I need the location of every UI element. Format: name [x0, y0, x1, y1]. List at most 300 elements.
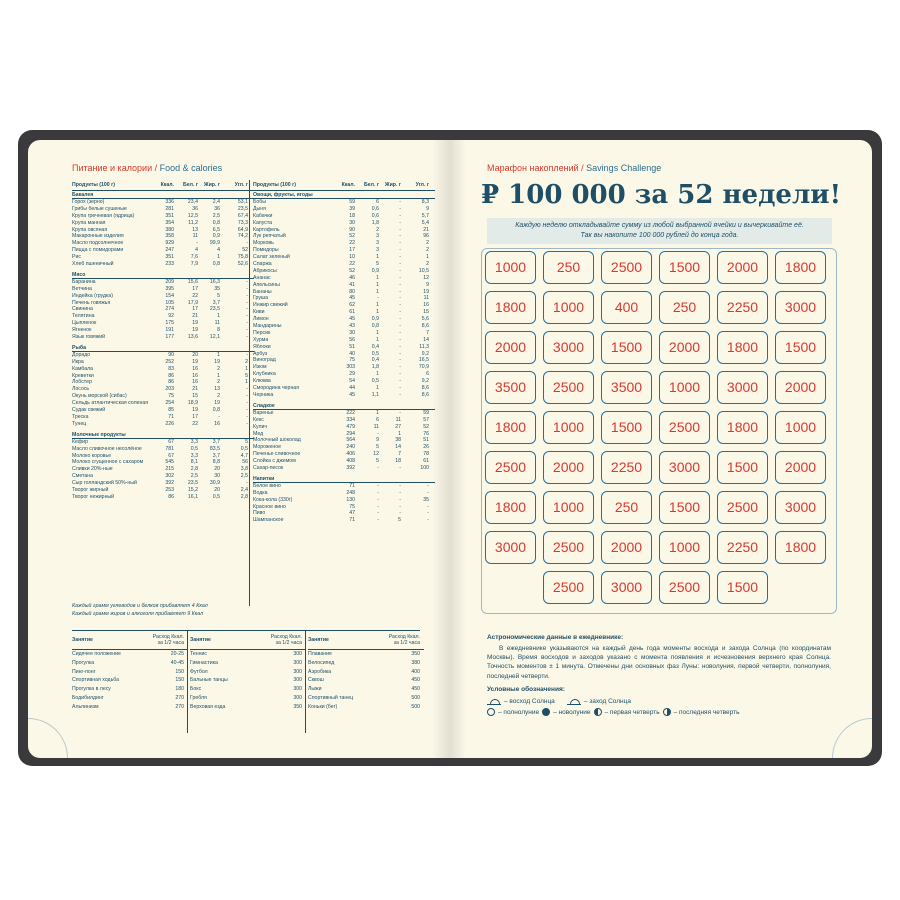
- food-cell: Мороженое: [253, 444, 281, 451]
- food-cell: 15,2: [187, 486, 198, 493]
- food-cell: 1: [376, 254, 379, 261]
- activities-column: [308, 631, 424, 712]
- food-cell: 26: [423, 444, 429, 451]
- food-cell: Пицца с помидорами: [72, 247, 124, 254]
- food-cell: 20: [214, 486, 220, 493]
- food-cell: 1,8: [371, 219, 379, 226]
- savings-cell[interactable]: 2500: [543, 571, 594, 604]
- food-cell: 1: [245, 379, 248, 386]
- activity-row: [72, 668, 188, 677]
- savings-cell[interactable]: 1800: [485, 411, 536, 444]
- savings-cell[interactable]: 250: [601, 491, 652, 524]
- food-row: [253, 458, 435, 465]
- activity-name: Теннис: [190, 651, 207, 657]
- savings-cell[interactable]: 3000: [485, 531, 536, 564]
- savings-cell[interactable]: 1500: [775, 331, 826, 364]
- food-cell: -: [399, 261, 401, 268]
- food-cell: Телятина: [72, 313, 95, 320]
- food-cell: 16: [192, 365, 198, 372]
- food-row: [72, 254, 254, 261]
- food-cell: 2,4: [240, 486, 248, 493]
- food-group-title: Молочные продукты: [72, 432, 254, 439]
- food-row: [72, 286, 254, 293]
- food-cell: 59: [423, 409, 429, 416]
- savings-cell[interactable]: 1000: [775, 411, 826, 444]
- food-cell: -: [246, 351, 248, 358]
- food-row: [253, 424, 435, 431]
- food-cell: 380: [165, 226, 174, 233]
- food-cell: 92: [168, 313, 174, 320]
- savings-cell[interactable]: 3500: [601, 371, 652, 404]
- food-cell: -: [399, 385, 401, 392]
- food-cell: 10: [349, 254, 355, 261]
- food-cell: 9: [426, 281, 429, 288]
- food-cell: 47: [349, 510, 355, 517]
- activity-row: [190, 650, 306, 659]
- legend-moon-row: [487, 708, 740, 716]
- food-row: [72, 373, 254, 380]
- food-title-en: Food & calories: [157, 163, 223, 173]
- activity-name: Спортивный танец: [308, 694, 354, 701]
- savings-cell[interactable]: 250: [543, 251, 594, 284]
- food-cell: 83: [168, 365, 174, 372]
- activity-kcal: 40-45: [170, 659, 184, 666]
- food-cell: 17: [192, 285, 198, 292]
- food-group-title: Овощи, фрукты, ягоды: [253, 192, 435, 199]
- activities-column: [190, 631, 306, 712]
- food-cell: -: [427, 482, 429, 489]
- food-cell: Язык говяжий: [72, 334, 105, 341]
- food-cell: -: [399, 464, 401, 471]
- food-row: [253, 295, 435, 302]
- food-row: [72, 386, 254, 393]
- savings-cell[interactable]: 1500: [717, 451, 768, 484]
- food-row: [72, 459, 254, 466]
- food-cell: 20: [214, 466, 220, 473]
- savings-cell[interactable]: 2000: [775, 371, 826, 404]
- food-cell: Дорадо: [72, 351, 91, 358]
- savings-cell[interactable]: 2500: [485, 451, 536, 484]
- food-cell: 209: [165, 278, 174, 285]
- food-row: [253, 371, 435, 378]
- food-cell: 395: [165, 285, 174, 292]
- food-cell: 8,3: [421, 199, 429, 205]
- food-cell: -: [377, 503, 379, 510]
- food-group-title: Бакалея: [72, 192, 254, 199]
- food-cell: -: [399, 205, 401, 212]
- food-cell: -: [399, 309, 401, 316]
- savings-headline: ₽ 100 000 за 52 недели!: [481, 180, 841, 210]
- savings-cell[interactable]: 3000: [601, 571, 652, 604]
- food-cell: 16,1: [187, 493, 198, 500]
- food-cell: 0,9: [371, 316, 379, 323]
- food-row: [253, 385, 435, 392]
- savings-cell[interactable]: 1800: [775, 251, 826, 284]
- food-cell: 19: [423, 288, 429, 295]
- savings-cell[interactable]: 2250: [717, 291, 768, 324]
- food-cell: Крупа овсяная: [72, 226, 108, 233]
- food-cell: 11: [214, 320, 220, 327]
- legend-full-moon: – полнолуние: [498, 708, 540, 716]
- food-cell: -: [377, 482, 379, 489]
- food-cell: 7,6: [190, 254, 198, 261]
- food-cell: 57: [423, 416, 429, 423]
- activity-row: [308, 685, 424, 694]
- savings-cell[interactable]: 3000: [659, 451, 710, 484]
- food-cell: 2: [217, 365, 220, 372]
- savings-cell[interactable]: 2250: [601, 451, 652, 484]
- legend-last-quarter: – последняя четверть: [673, 708, 740, 716]
- activity-name: Коньки (бег): [308, 703, 338, 710]
- food-cell: 11: [423, 295, 429, 302]
- savings-cell[interactable]: 2000: [717, 251, 768, 284]
- food-row: [253, 444, 435, 451]
- savings-cell[interactable]: 2000: [543, 451, 594, 484]
- instructions-line: Так вы накопите 100 000 рублей до конца года.: [580, 232, 739, 239]
- food-cell: Крупа гречневая (ядрица): [72, 212, 135, 219]
- column-header: Жир. г: [384, 181, 401, 188]
- food-cell: -: [399, 199, 401, 205]
- food-cell: Молоко коровье: [72, 452, 112, 459]
- food-cell: Камбала: [72, 365, 94, 372]
- savings-cell[interactable]: 400: [601, 291, 652, 324]
- savings-cell[interactable]: 2500: [543, 531, 594, 564]
- corner-decoration: [28, 718, 68, 758]
- column-header: Угл. г: [234, 181, 248, 188]
- savings-cell[interactable]: 250: [659, 291, 710, 324]
- food-group-title: Сладкое: [253, 403, 435, 410]
- food-cell: 19: [192, 320, 198, 327]
- food-cell: 16: [214, 420, 220, 427]
- food-cell: Помидоры: [253, 247, 279, 254]
- savings-cell[interactable]: 1800: [485, 291, 536, 324]
- food-cell: 15: [192, 393, 198, 400]
- activity-row: [308, 668, 424, 677]
- food-cell: Лобстер: [72, 379, 92, 386]
- food-row: [253, 364, 435, 371]
- food-row: [253, 410, 435, 417]
- food-cell: Персик: [253, 329, 271, 336]
- food-row: [253, 490, 435, 497]
- column-header: Жир. г: [203, 181, 220, 188]
- food-row: [253, 451, 435, 458]
- savings-cell[interactable]: 1500: [717, 571, 768, 604]
- savings-cell[interactable]: 1800: [717, 331, 768, 364]
- food-cell: Печень говяжья: [72, 299, 111, 306]
- food-cell: -: [399, 357, 401, 364]
- instructions-line: Каждую неделю откладывайте сумму из любой выбранной ячейки и вычеркивайте её.: [515, 222, 804, 229]
- food-cell: 18: [349, 212, 355, 219]
- savings-cell[interactable]: 1000: [543, 291, 594, 324]
- food-cell: 2,5: [190, 473, 198, 480]
- food-cell: Грибы белые сушеные: [72, 205, 127, 212]
- activities-header: [308, 631, 424, 650]
- food-cell: 19: [214, 400, 220, 407]
- food-cell: 22: [349, 261, 355, 268]
- savings-cell[interactable]: 2000: [485, 331, 536, 364]
- food-row: [72, 421, 254, 428]
- food-row: [72, 261, 254, 268]
- food-cell: Рис: [72, 254, 81, 261]
- activity-kcal: 270: [175, 703, 184, 710]
- activity-name: Гимнастика: [190, 659, 218, 666]
- savings-cell[interactable]: 1000: [659, 531, 710, 564]
- food-cell: 0,5: [190, 445, 198, 452]
- food-cell: Печенье сливочное: [253, 451, 301, 458]
- activity-header-kcal: Расход Ккал. за 1/2 часа: [388, 634, 420, 646]
- food-cell: 80: [349, 288, 355, 295]
- savings-cell[interactable]: 2000: [659, 331, 710, 364]
- first-quarter-icon: [594, 708, 602, 716]
- savings-cell[interactable]: 2500: [659, 571, 710, 604]
- savings-cell[interactable]: 1000: [543, 491, 594, 524]
- food-cell: 11,3: [419, 343, 429, 350]
- food-cell: 1: [217, 254, 220, 261]
- food-cell: 23,4: [187, 199, 198, 205]
- food-cell: 70,9: [418, 364, 429, 371]
- activity-row: [72, 659, 188, 668]
- food-cell: 67: [168, 452, 174, 459]
- food-cell: 3,3: [190, 438, 198, 445]
- food-cell: 23,5: [209, 306, 220, 313]
- activity-kcal: 300: [293, 651, 302, 657]
- food-row: [72, 233, 254, 240]
- food-cell: 2: [426, 240, 429, 247]
- food-cell: 1: [376, 302, 379, 309]
- savings-cell[interactable]: 1000: [543, 411, 594, 444]
- food-cell: 12: [373, 451, 379, 458]
- savings-cell[interactable]: 3500: [485, 371, 536, 404]
- food-cell: 5: [398, 517, 401, 524]
- food-cell: 5: [376, 444, 379, 451]
- food-cell: Баранина: [72, 278, 96, 285]
- food-row: [253, 357, 435, 364]
- food-cell: Смородина черная: [253, 385, 300, 392]
- food-cell: -: [399, 336, 401, 343]
- food-cell: 215: [165, 466, 174, 473]
- activity-kcal: 450: [411, 677, 420, 684]
- food-cell: 85: [168, 407, 174, 414]
- food-cell: 19: [214, 358, 220, 365]
- food-cell: Кока-кола (330г): [253, 496, 293, 503]
- food-cell: 203: [165, 386, 174, 393]
- food-cell: -: [427, 503, 429, 510]
- savings-cell[interactable]: 3000: [543, 331, 594, 364]
- food-cell: Творог нежирный: [72, 493, 115, 500]
- food-cell: 0,5: [371, 378, 379, 385]
- food-cell: -: [399, 409, 401, 416]
- food-row: [253, 465, 435, 472]
- food-cell: 929: [165, 240, 174, 247]
- savings-cell[interactable]: 1500: [601, 411, 652, 444]
- food-cell: Сметана: [72, 473, 93, 480]
- food-cell: 20: [192, 351, 198, 358]
- activity-header-name: Занятие: [308, 636, 329, 643]
- food-cell: 2: [426, 247, 429, 254]
- food-cell: 4,7: [240, 452, 248, 459]
- savings-cell[interactable]: 1000: [659, 371, 710, 404]
- food-row: [72, 453, 254, 460]
- food-row: [72, 213, 254, 220]
- food-row: [253, 517, 435, 524]
- savings-cell[interactable]: 3000: [775, 291, 826, 324]
- food-cell: 1: [376, 371, 379, 378]
- food-cell: -: [246, 306, 248, 313]
- activity-kcal: 350: [411, 651, 420, 657]
- activity-name: Бокс: [190, 686, 202, 693]
- food-cell: -: [399, 510, 401, 517]
- astro-title: Астрономические данные в ежедневнике:: [487, 634, 624, 641]
- activity-name: Гребля: [190, 694, 207, 701]
- food-title-ru: Питание и калории /: [72, 163, 158, 173]
- food-row: [253, 268, 435, 275]
- savings-cell[interactable]: 1500: [659, 491, 710, 524]
- food-cell: -: [246, 480, 248, 487]
- food-row: [72, 352, 254, 359]
- food-cell: 3,7: [212, 299, 220, 306]
- food-cell: 302: [165, 473, 174, 480]
- food-cell: 45: [349, 295, 355, 302]
- savings-cell[interactable]: 1800: [717, 411, 768, 444]
- column-header: Продукты (100 г): [253, 181, 296, 188]
- food-cell: Окунь морской (сибас): [72, 393, 127, 400]
- food-cell: 1: [217, 351, 220, 358]
- activity-kcal: 300: [293, 677, 302, 684]
- activity-kcal: 300: [293, 659, 302, 666]
- food-row: [72, 473, 254, 480]
- food-cell: 408: [346, 458, 355, 465]
- food-cell: -: [246, 420, 248, 427]
- food-cell: 21: [192, 386, 198, 393]
- food-cell: 392: [165, 480, 174, 487]
- food-cell: 222: [346, 409, 355, 416]
- activity-row: [190, 659, 306, 668]
- food-cell: 247: [165, 247, 174, 254]
- food-cell: 3: [376, 240, 379, 247]
- food-cell: 3: [376, 247, 379, 254]
- food-cell: Ветчина: [72, 285, 92, 292]
- food-cell: 90: [168, 351, 174, 358]
- food-cell: 39: [349, 205, 355, 212]
- savings-cell[interactable]: 2000: [601, 531, 652, 564]
- savings-cell[interactable]: 2500: [543, 371, 594, 404]
- activity-kcal: 380: [411, 659, 420, 666]
- savings-cell[interactable]: 2250: [717, 531, 768, 564]
- food-cell: 5,7: [421, 212, 429, 219]
- food-cell: -: [246, 400, 248, 407]
- savings-cell[interactable]: 3000: [775, 491, 826, 524]
- food-cell: Бананы: [253, 288, 272, 295]
- food-row: [72, 206, 254, 213]
- savings-cell[interactable]: 1000: [485, 251, 536, 284]
- food-cell: -: [399, 323, 401, 330]
- food-cell: 233: [165, 261, 174, 268]
- savings-cell[interactable]: 1500: [601, 331, 652, 364]
- food-row: [253, 337, 435, 344]
- food-cell: 2: [217, 393, 220, 400]
- food-cell: -: [196, 240, 198, 247]
- activity-name: Сквош: [308, 677, 324, 684]
- legend-sun-row: [487, 697, 631, 705]
- food-cell: 2: [245, 358, 248, 365]
- food-cell: 0,5: [240, 445, 248, 452]
- food-row: [253, 351, 435, 358]
- food-row: [72, 247, 254, 254]
- food-row: [253, 431, 435, 438]
- food-cell: -: [399, 343, 401, 350]
- food-cell: -: [246, 334, 248, 341]
- food-cell: 17: [349, 247, 355, 254]
- food-cell: -: [399, 391, 401, 398]
- activity-kcal: 400: [411, 668, 420, 675]
- food-cell: 248: [346, 489, 355, 496]
- food-cell: 354: [165, 219, 174, 226]
- astro-text: В ежедневнике указываются на каждый день года моменты восхода и захода Солнца (по координатам Москвы). Время восходов и заходов указано с момента появления и исчезновения верхнего края Солнца. Точность моментов ± 1 минута. Отмечены дни основных фаз Луны: новолуния, первой четверти, полнолуния, последней четверти.: [487, 645, 831, 680]
- food-cell: -: [218, 413, 220, 420]
- savings-cell[interactable]: 2000: [775, 451, 826, 484]
- full-moon-icon: [487, 708, 495, 716]
- food-cell: 54: [349, 378, 355, 385]
- food-cell: 22: [192, 292, 198, 299]
- food-cell: 22: [349, 240, 355, 247]
- food-cell: 18,9: [187, 400, 198, 407]
- page-gutter-shadow: [450, 140, 466, 758]
- food-row: [72, 439, 254, 446]
- food-cell: Мед: [253, 430, 264, 437]
- savings-cell[interactable]: 2500: [717, 491, 768, 524]
- savings-cell[interactable]: 3000: [717, 371, 768, 404]
- food-cell: 38: [395, 437, 401, 444]
- food-cell: 9,2: [421, 378, 429, 385]
- food-cell: 0,9: [212, 233, 220, 240]
- food-cell: 13,6: [187, 334, 198, 341]
- food-row: [253, 497, 435, 504]
- food-row: [72, 293, 254, 300]
- activity-row: [190, 694, 306, 703]
- food-cell: 1: [376, 281, 379, 288]
- food-cell: 62: [349, 302, 355, 309]
- legend-sunrise: – восход Солнца: [504, 697, 555, 705]
- savings-cell[interactable]: 2500: [659, 411, 710, 444]
- food-cell: 1: [426, 254, 429, 261]
- food-cell: 21: [192, 313, 198, 320]
- food-row: [72, 220, 254, 227]
- food-cell: Арбуз: [253, 350, 268, 357]
- food-cell: Сыр голландский 50%-ный: [72, 480, 137, 487]
- food-cell: 336: [165, 199, 174, 205]
- food-cell: Пиво: [253, 510, 266, 517]
- activity-row: [190, 703, 306, 712]
- food-cell: 51: [423, 437, 429, 444]
- savings-cell[interactable]: 1800: [485, 491, 536, 524]
- food-cell: 253: [165, 486, 174, 493]
- food-row: [72, 466, 254, 473]
- food-cell: -: [246, 313, 248, 320]
- food-cell: 14: [395, 444, 401, 451]
- food-cell: 2: [376, 226, 379, 233]
- activity-kcal: 300: [293, 686, 302, 693]
- food-row: [253, 213, 435, 220]
- savings-cell[interactable]: 1800: [775, 531, 826, 564]
- food-cell: 75: [349, 357, 355, 364]
- food-cell: 0,4: [371, 343, 379, 350]
- food-cell: -: [377, 496, 379, 503]
- savings-cell[interactable]: 2500: [601, 251, 652, 284]
- food-cell: 36: [192, 205, 198, 212]
- savings-cell[interactable]: 1500: [659, 251, 710, 284]
- food-cell: 3,8: [240, 466, 248, 473]
- food-cell: 0,8: [212, 219, 220, 226]
